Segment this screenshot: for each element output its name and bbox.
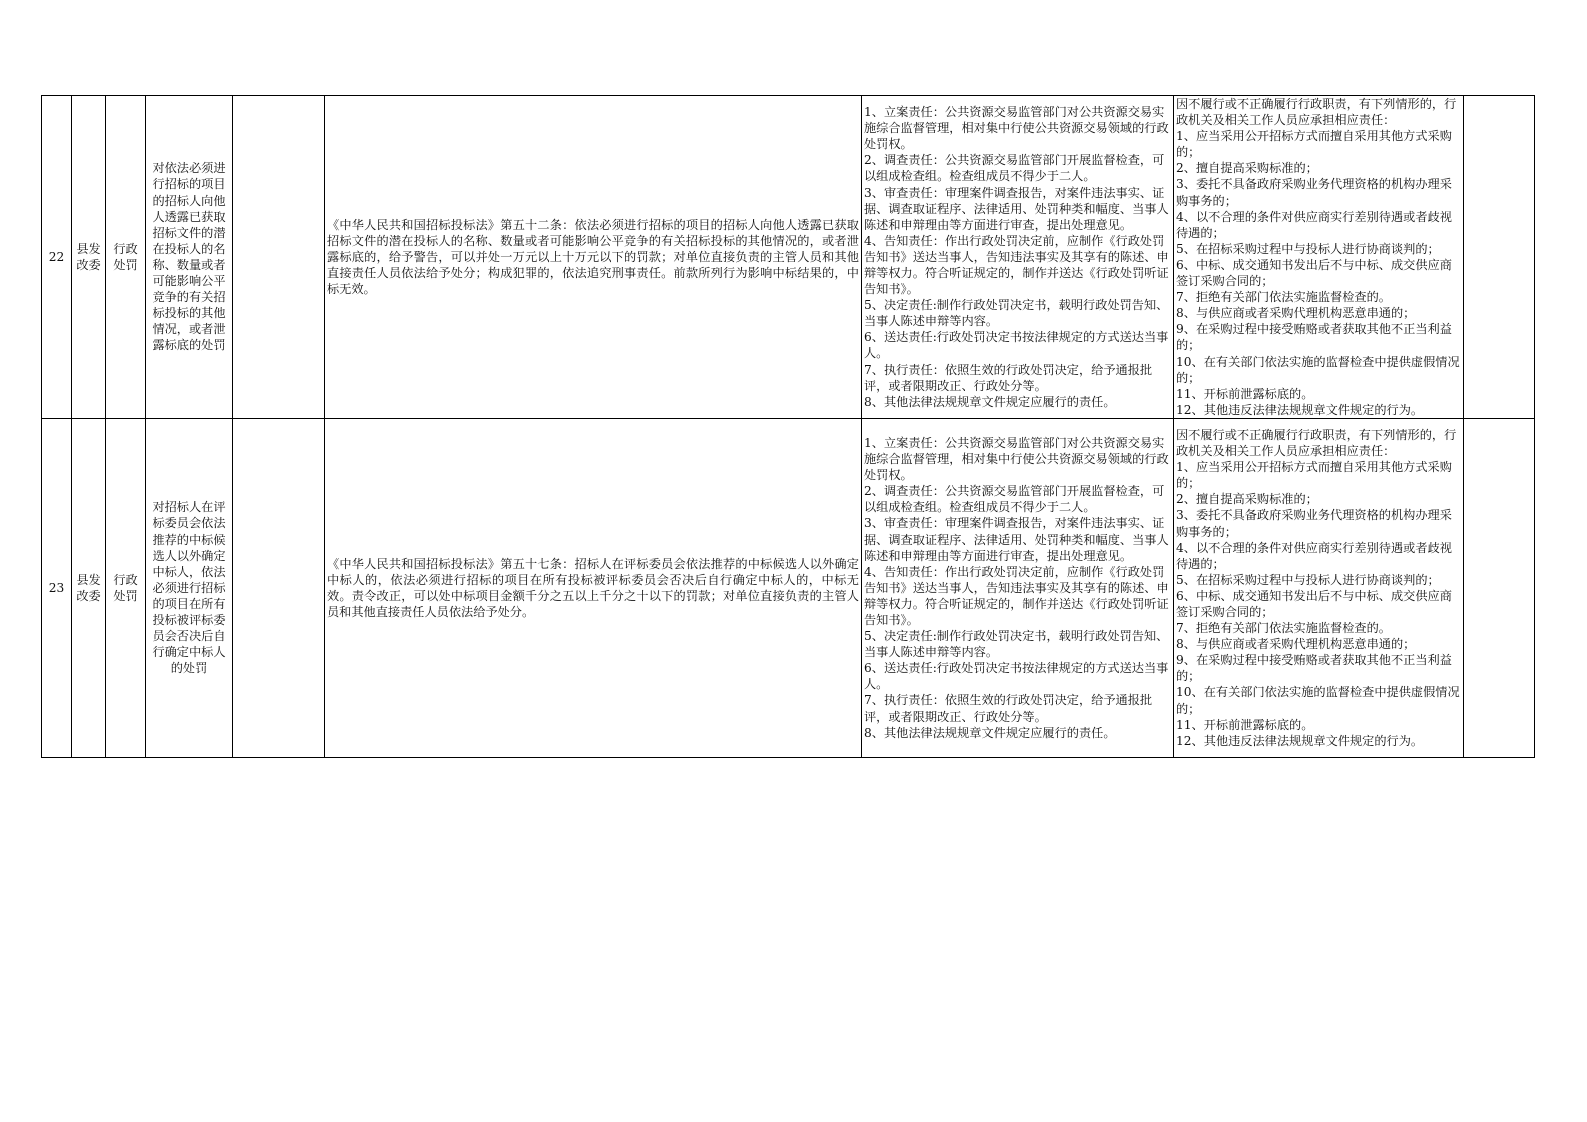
accountability-item: 1、应当采用公开招标方式而擅自采用其他方式采购的； — [1176, 129, 1452, 160]
responsibility-item: 8、其他法律法规规章文件规定应履行的责任。 — [864, 394, 1116, 409]
responsibility-item: 7、执行责任：依照生效的行政处罚决定，给予通报批评，或者限期改正、行政处分等。 — [864, 693, 1153, 724]
remark-cell — [1464, 96, 1535, 419]
accountability-item: 12、其他违反法律法规规章文件规定的行为。 — [1176, 733, 1424, 748]
legal-basis-cell: 《中华人民共和国招标投标法》第五十二条：依法必须进行招标的项目的招标人向他人透露已获取招标文件的潜在投标人的名称、数量或者可能影响公平竞争的有关招标投标的其他情况的，或者泄露标底的，给予警告，可以并处一万元以上十万元以下的罚款；对单位直接负责的主管人员和其他直接责任人员依法给予处分；构成犯罪的，依法追究刑事责任。前款所列行为影响中标结果的，中标无效。 — [325, 96, 862, 419]
responsibility-item: 4、告知责任：作出行政处罚决定前，应制作《行政处罚告知书》送达当事人，告知违法事实及其享有的陈述、申辩等权力。符合听证规定的，制作并送达《行政处罚听证告知书》。 — [864, 564, 1169, 628]
accountability-item: 因不履行或不正确履行行政职责，有下列情形的，行政机关及相关工作人员应承担相应责任： — [1176, 427, 1457, 459]
accountability-item: 4、以不合理的条件对供应商实行差别待遇或者歧视待遇的； — [1176, 209, 1452, 240]
accountability-item: 6、中标、成交通知书发出后不与中标、成交供应商签订采购合同的； — [1176, 588, 1452, 619]
accountability-item: 7、拒绝有关部门依法实施监督检查的。 — [1176, 621, 1391, 636]
row-number-cell: 22 — [42, 96, 72, 419]
accountability-item: 6、中标、成交通知书发出后不与中标、成交供应商签订采购合同的； — [1176, 257, 1452, 289]
table-row — [42, 96, 1535, 419]
accountability-item: 11、开标前泄露标底的。 — [1176, 717, 1314, 732]
responsibility-item: 4、告知责任：作出行政处罚决定前，应制作《行政处罚告知书》送达当事人，告知违法事实及其享有的陈述、申辩等权力。符合听证规定的，制作并送达《行政处罚听证告知书》。 — [864, 233, 1169, 297]
accountability-item: 5、在招标采购过程中与投标人进行协商谈判的； — [1176, 572, 1440, 587]
responsibility-cell — [862, 418, 1174, 757]
accountability-item: 10、在有关部门依法实施的监督检查中提供虚假情况的； — [1176, 354, 1460, 385]
accountability-item: 4、以不合理的条件对供应商实行差别待遇或者歧视待遇的； — [1176, 540, 1452, 571]
remark-cell — [1464, 418, 1535, 757]
accountability-item: 因不履行或不正确履行行政职责，有下列情形的，行政机关及相关工作人员应承担相应责任： — [1176, 97, 1457, 128]
legal-basis-cell: 《中华人民共和国招标投标法》第五十七条：招标人在评标委员会依法推荐的中标候选人以外确定中标人的，依法必须进行招标的项目在所有投标被评标委员会否决后自行确定中标人的，中标无效。责令改正，可以处中标项目金额千分之五以上千分之十以下的罚款；对单位直接负责的主管人员和其他直接责任人员依法给予处分。 — [325, 418, 862, 757]
accountability-item: 1、应当采用公开招标方式而擅自采用其他方式采购的； — [1176, 460, 1452, 491]
responsibility-item: 1、立案责任：公共资源交易监管部门对公共资源交易实施综合监督管理，相对集中行使公共资源交易领域的行政处罚权。 — [864, 435, 1169, 483]
accountability-cell — [1174, 418, 1464, 757]
accountability-item: 8、与供应商或者采购代理机构恶意串通的； — [1176, 637, 1416, 652]
accountability-item: 3、委托不具备政府采购业务代理资格的机构办理采购事务的； — [1176, 177, 1452, 208]
sub-item-cell — [233, 418, 325, 757]
responsibility-item: 2、调查责任：公共资源交易监管部门开展监督检查，可以组成检查组。检查组成员不得少于二人。 — [864, 153, 1165, 184]
sub-item-cell — [233, 96, 325, 419]
power-item-cell: 对依法必须进行招标的项目的招标人向他人透露已获取招标文件的潜在投标人的名称、数量或者可能影响公平竞争的有关招标投标的其他情况，或者泄露标底的处罚 — [146, 96, 233, 419]
row-number-cell: 23 — [42, 418, 72, 757]
accountability-item: 2、擅自提高采购标准的； — [1176, 492, 1318, 507]
power-type-cell: 行政处罚 — [106, 96, 146, 419]
table-row — [42, 418, 1535, 757]
accountability-item: 8、与供应商或者采购代理机构恶意串通的； — [1176, 306, 1416, 321]
responsibility-item: 5、决定责任:制作行政处罚决定书，载明行政处罚告知、当事人陈述申辩等内容。 — [864, 298, 1169, 329]
responsibility-item: 8、其他法律法规规章文件规定应履行的责任。 — [864, 725, 1116, 740]
accountability-item: 2、擅自提高采购标准的； — [1176, 161, 1318, 176]
accountability-item: 7、拒绝有关部门依法实施监督检查的。 — [1176, 290, 1391, 305]
responsibility-item: 1、立案责任：公共资源交易监管部门对公共资源交易实施综合监督管理，相对集中行使公共资源交易领域的行政处罚权。 — [864, 105, 1169, 152]
accountability-item: 12、其他违反法律法规规章文件规定的行为。 — [1176, 402, 1424, 417]
accountability-cell — [1174, 96, 1464, 419]
department-cell: 县发改委 — [72, 96, 106, 419]
accountability-item: 3、委托不具备政府采购业务代理资格的机构办理采购事务的； — [1176, 508, 1452, 539]
accountability-item: 11、开标前泄露标底的。 — [1176, 386, 1314, 401]
accountability-item: 10、在有关部门依法实施的监督检查中提供虚假情况的； — [1176, 685, 1460, 716]
responsibility-item: 2、调查责任：公共资源交易监管部门开展监督检查，可以组成检查组。检查组成员不得少于二人。 — [864, 484, 1165, 515]
power-list-table — [41, 95, 1535, 758]
accountability-item: 5、在招标采购过程中与投标人进行协商谈判的； — [1176, 241, 1440, 256]
accountability-item: 9、在采购过程中接受贿赂或者获取其他不正当利益的； — [1176, 322, 1452, 353]
responsibility-item: 7、执行责任：依照生效的行政处罚决定，给予通报批评，或者限期改正、行政处分等。 — [864, 362, 1153, 393]
responsibility-item: 3、审查责任：审理案件调查报告，对案件违法事实、证据、调查取证程序、法律适用、处罚种类和幅度、当事人陈述和申辩理由等方面进行审查，提出处理意见。 — [864, 516, 1169, 563]
department-cell: 县发改委 — [72, 418, 106, 757]
responsibility-item: 3、审查责任：审理案件调查报告，对案件违法事实、证据、调查取证程序、法律适用、处罚种类和幅度、当事人陈述和申辩理由等方面进行审查，提出处理意见。 — [864, 185, 1169, 232]
accountability-item: 9、在采购过程中接受贿赂或者获取其他不正当利益的； — [1176, 653, 1452, 684]
responsibility-item: 5、决定责任:制作行政处罚决定书，载明行政处罚告知、当事人陈述申辩等内容。 — [864, 629, 1169, 660]
responsibility-item: 6、送达责任:行政处罚决定书按法律规定的方式送达当事人。 — [864, 661, 1169, 692]
responsibility-cell — [862, 96, 1174, 419]
responsibility-item: 6、送达责任:行政处罚决定书按法律规定的方式送达当事人。 — [864, 330, 1169, 361]
power-type-cell: 行政处罚 — [106, 418, 146, 757]
power-item-cell: 对招标人在评标委员会依法推荐的中标候选人以外确定中标人，依法必须进行招标的项目在所有投标被评标委员会否决后自行确定中标人的处罚 — [146, 418, 233, 757]
